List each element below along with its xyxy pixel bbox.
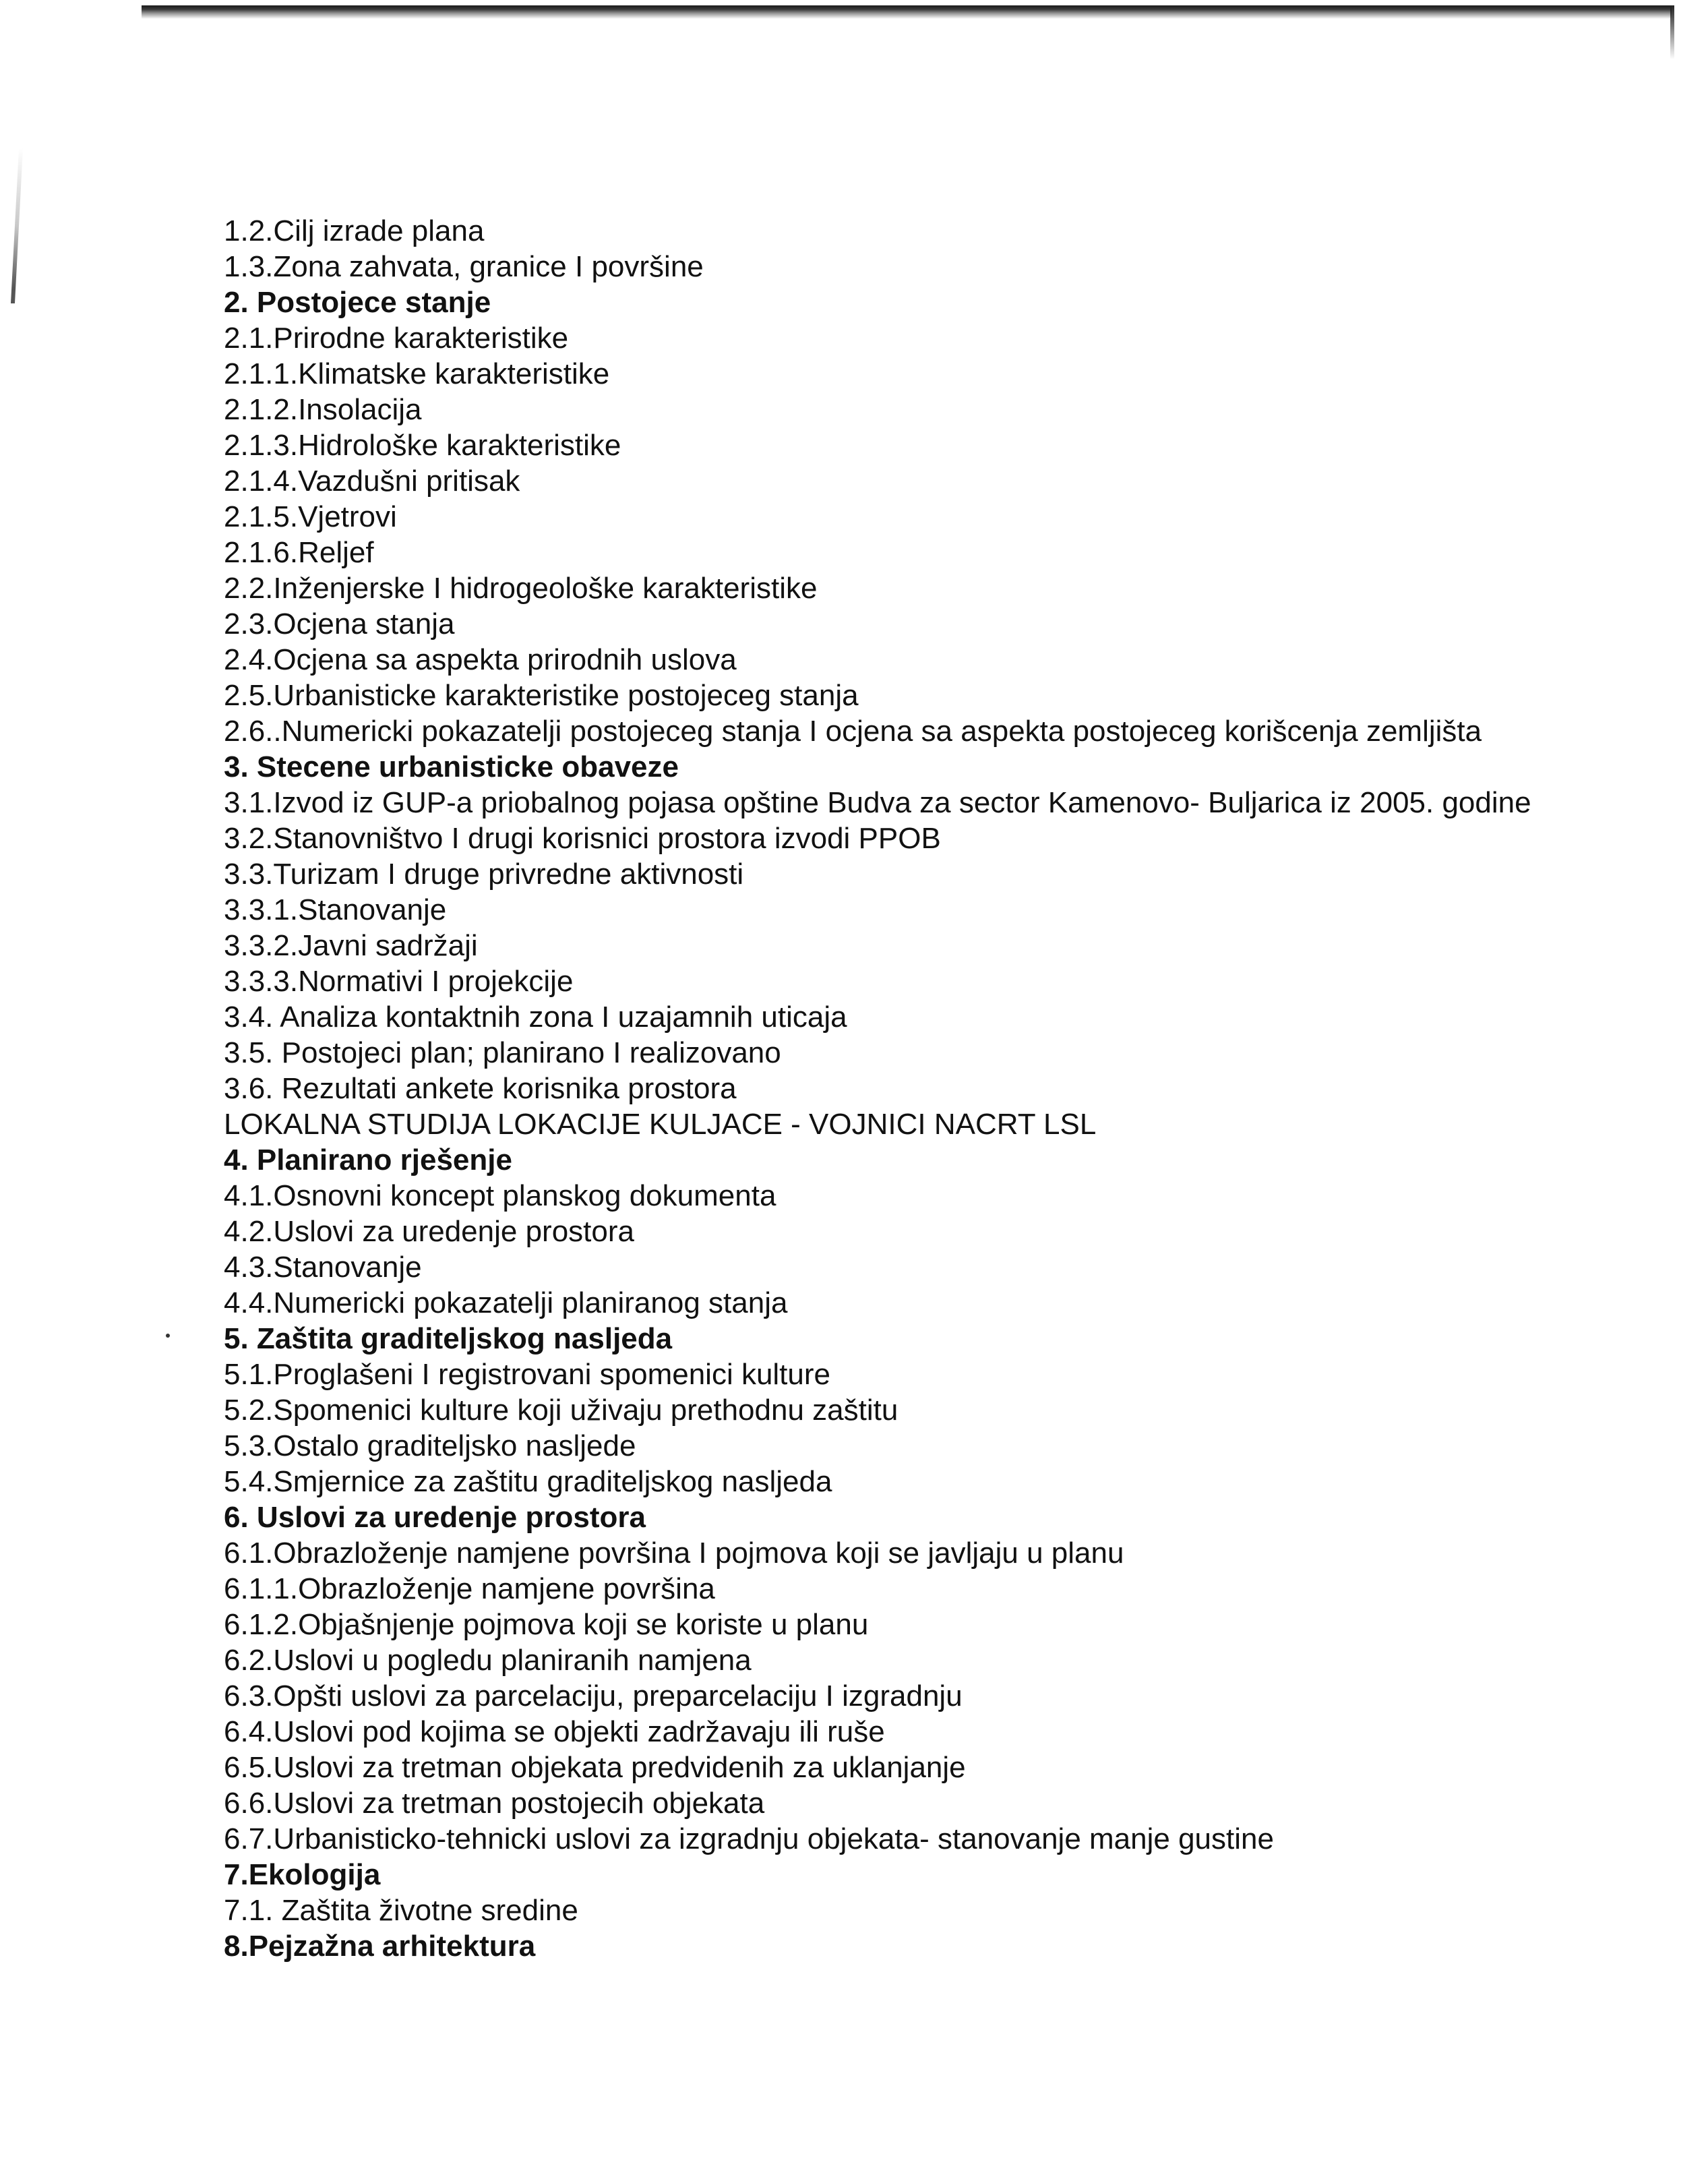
toc-entry: 3.3.3.Normativi I projekcije <box>224 965 574 998</box>
toc-entry: 4.3.Stanovanje <box>224 1251 422 1284</box>
scan-shadow-left <box>11 148 23 303</box>
toc-entry: 6.1.2.Objašnjenje pojmova koji se koriste u planu <box>224 1608 869 1641</box>
toc-section-heading: 4. Planirano rješenje <box>224 1143 512 1177</box>
toc-entry: 3.3.Turizam I druge privredne aktivnosti <box>224 858 744 891</box>
toc-entry: 3.4. Analiza kontaktnih zona I uzajamnih uticaja <box>224 1001 847 1034</box>
toc-entry: 3.3.2.Javni sadržaji <box>224 929 478 962</box>
toc-entry: 1.2.Cilj izrade plana <box>224 214 485 247</box>
toc-entry: 2.1.Prirodne karakteristike <box>224 322 569 355</box>
toc-entry: 4.2.Uslovi za uredenje prostora <box>224 1215 634 1248</box>
toc-entry: LOKALNA STUDIJA LOKACIJE KULJACE - VOJNICI NACRT LSL <box>224 1108 1097 1141</box>
toc-entry: 5.4.Smjernice za zaštitu graditeljskog nasljeda <box>224 1465 832 1498</box>
toc-entry: 2.5.Urbanisticke karakteristike postojeceg stanja <box>224 679 859 712</box>
toc-entry: 2.3.Ocjena stanja <box>224 607 455 641</box>
toc-entry: 5.1.Proglašeni I registrovani spomenici kulture <box>224 1358 831 1391</box>
toc-entry: 2.4.Ocjena sa aspekta prirodnih uslova <box>224 643 737 676</box>
scan-border-right <box>1670 5 1674 59</box>
toc-entry: 6.4.Uslovi pod kojima se objekti zadržavaju ili ruše <box>224 1715 885 1748</box>
toc-entry: 4.4.Numericki pokazatelji planiranog stanja <box>224 1286 788 1319</box>
toc-entry: 5.2.Spomenici kulture koji uživaju prethodnu zaštitu <box>224 1394 898 1427</box>
toc-entry: 6.5.Uslovi za tretman objekata predvidenih za uklanjanje <box>224 1751 966 1784</box>
toc-entry: 3.1.Izvod iz GUP-a priobalnog pojasa opštine Budva za sector Kamenovo- Buljarica iz 2005. godine <box>224 786 1531 819</box>
toc-entry: 2.1.2.Insolacija <box>224 393 422 426</box>
toc-entry: 6.1.1.Obrazloženje namjene površina <box>224 1572 715 1605</box>
toc-entry: 3.5. Postojeci plan; planirano I realizovano <box>224 1036 781 1069</box>
toc-entry: 3.6. Rezultati ankete korisnika prostora <box>224 1072 737 1105</box>
toc-entry: 4.1.Osnovni koncept planskog dokumenta <box>224 1179 776 1212</box>
toc-entry: 2.1.5.Vjetrovi <box>224 500 397 533</box>
toc-entry: 2.1.4.Vazdušni pritisak <box>224 465 520 498</box>
toc-entry: 6.6.Uslovi za tretman postojecih objekata <box>224 1787 765 1820</box>
toc-section-heading: 7.Ekologija <box>224 1858 381 1891</box>
scan-border-top <box>142 5 1672 19</box>
toc-entry: 3.2.Stanovništvo I drugi korisnici prostora izvodi PPOB <box>224 822 941 855</box>
toc-entry: 2.6..Numericki pokazatelji postojeceg stanja I ocjena sa aspekta postojeceg korišcenja zemljišta <box>224 715 1482 748</box>
toc-section-heading: 6. Uslovi za uredenje prostora <box>224 1501 646 1534</box>
toc-entry: 6.3.Opšti uslovi za parcelaciju, preparcelaciju I izgradnju <box>224 1679 963 1713</box>
toc-entry: 5.3.Ostalo graditeljsko nasljede <box>224 1429 636 1462</box>
toc-entry: 2.1.6.Reljef <box>224 536 374 569</box>
toc-entry: 2.1.1.Klimatske karakteristike <box>224 357 610 390</box>
toc-entry: 2.2.Inženjerske I hidrogeološke karakteristike <box>224 572 818 605</box>
toc-section-heading: 3. Stecene urbanisticke obaveze <box>224 750 679 783</box>
toc-entry: 7.1. Zaštita životne sredine <box>224 1894 578 1927</box>
toc-entry: 6.2.Uslovi u pogledu planiranih namjena <box>224 1644 752 1677</box>
toc-entry: 3.3.1.Stanovanje <box>224 893 447 926</box>
toc-entry: 2.1.3.Hidrološke karakteristike <box>224 429 621 462</box>
toc-entry: 6.7.Urbanisticko-tehnicki uslovi za izgradnju objekata- stanovanje manje gustine <box>224 1822 1274 1855</box>
toc-section-heading: 8.Pejzažna arhitektura <box>224 1930 536 1963</box>
table-of-contents <box>224 213 1639 1964</box>
toc-section-heading: 2. Postojece stanje <box>224 286 491 319</box>
toc-entry: 1.3.Zona zahvata, granice I površine <box>224 250 704 283</box>
toc-entry: 6.1.Obrazloženje namjene površina I pojmova koji se javljaju u planu <box>224 1537 1124 1570</box>
scan-speck <box>166 1334 170 1338</box>
toc-section-heading: 5. Zaštita graditeljskog nasljeda <box>224 1322 673 1355</box>
